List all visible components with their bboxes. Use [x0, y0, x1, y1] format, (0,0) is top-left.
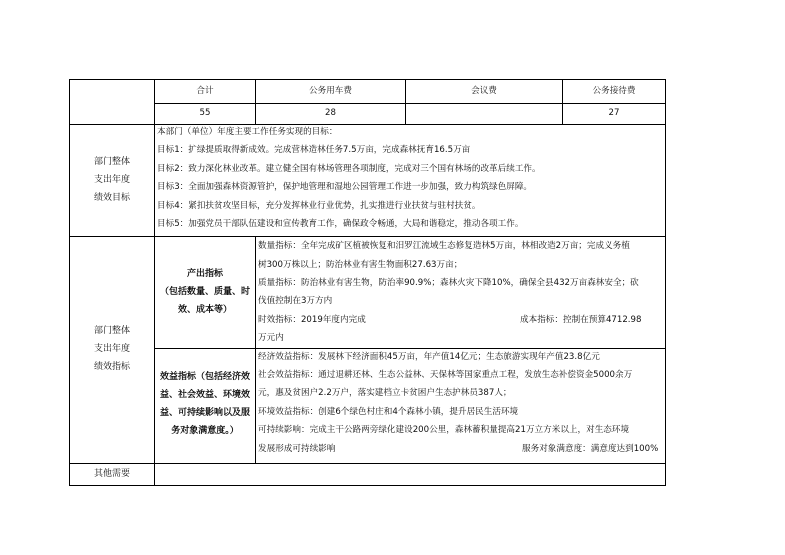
label-line: 绩效指标 [93, 362, 130, 372]
label-line: 务对象满意度。） [171, 426, 239, 436]
benefit-line: 环境效益指标：创建6个绿色村庄和4个森林小镇，提升居民生活环境 [258, 407, 519, 417]
output-line: 质量指标：防治林业有害生物，防治率90.9%；森林火灾下降10%，确保全县432万亩森林安全；砍 [258, 278, 639, 288]
section1-line: 本部门（单位）年度主要工作任务实现的目标： [157, 127, 338, 137]
section1-label [70, 153, 154, 207]
output-line: 时效指标：2019年度内完成 [258, 315, 366, 325]
label-line: 部门整体 [93, 326, 130, 336]
benefit-line: 元，惠及贫困户2.2万户，落实建档立卡贫困户生态护林员387人； [258, 388, 512, 398]
section2-label [70, 322, 154, 376]
rule [69, 79, 70, 486]
header-total: 合计 [196, 86, 214, 96]
benefit-line: 可持续影响：完成主干公路两旁绿化建设200公里，森林蓄积量提高21万立方米以上，对生态环境 [258, 425, 630, 435]
benefit-line: 经济效益指标：发展林下经济面积45万亩，年产值14亿元；生态旅游实现年产值23.8亿元 [258, 352, 600, 362]
section1-line: 目标1：扩绿提质取得新成效。完成营林造林任务7.5万亩，完成森林抚育16.5万亩 [157, 145, 471, 155]
label-line: 绩效目标 [93, 193, 130, 203]
output-cost-line: 成本指标：控制在预算4712.98 [520, 315, 642, 325]
output-line: 万元内 [258, 333, 284, 343]
label-line: 效、成本等） [177, 305, 232, 315]
label-line: 支出年度 [93, 344, 130, 354]
rule [665, 79, 666, 486]
label-line: 益、可持续影响以及服 [159, 408, 250, 418]
section1-line: 目标4：紧扣扶贫攻坚目标，充分发挥林业行业优势，扎实推进行业扶贫与驻村扶贫。 [157, 201, 481, 211]
rule [69, 463, 666, 464]
rule [154, 79, 155, 486]
benefit-line: 社会效益指标：通过退耕还林、生态公益林、天保林等国家重点工程，发放生态补偿资金5000余万 [258, 370, 633, 380]
header-meeting: 会议费 [471, 86, 497, 96]
rule [69, 236, 666, 237]
rule [255, 236, 256, 464]
output-line: 树300万株以上；防治林业有害生物面积27.63万亩； [258, 260, 463, 270]
output-indicator-label [156, 265, 254, 319]
section1-line: 目标5：加强党员干部队伍建设和宣传教育工作，确保政令畅通，大局和谐稳定，推动各项工作。 [157, 219, 524, 229]
value-total: 55 [199, 108, 211, 118]
benefit-line: 发展形成可持续影响 [258, 444, 336, 454]
header-reception: 公务接待费 [592, 86, 636, 96]
benefit-indicator-label [156, 368, 254, 440]
value-vehicle: 28 [325, 108, 336, 118]
section1-line: 目标3：全面加强森林资源管护，保护地管理和湿地公园管理工作进一步加强，致力构筑绿色屏障。 [157, 182, 533, 192]
output-line: 数量指标：全年完成矿区植被恢复和汨罗江流域生态修复造林5万亩，林相改造2万亩；完成义务植 [258, 241, 630, 251]
benefit-satisfaction-line: 服务对象满意度：满意度达到100% [522, 444, 659, 454]
label-line: 效益指标（包括经济效 [159, 372, 250, 382]
output-line: 伐值控制在3万方内 [258, 296, 333, 306]
label-line: 益、社会效益、环境效 [159, 390, 250, 400]
rule [69, 79, 666, 80]
label-line: 支出年度 [93, 175, 130, 185]
header-vehicle: 公务用车费 [309, 86, 352, 96]
value-reception: 27 [608, 108, 620, 118]
rule [69, 124, 666, 125]
rule [154, 348, 666, 349]
section1-line: 目标2：致力深化林业改革。建立健全国有林场管理各项制度，完成对三个国有林场的改革后续工作。 [157, 164, 541, 174]
rule [69, 485, 666, 486]
label-line: 产出指标 [186, 269, 223, 279]
label-line: （包括数量、质量、时 [159, 287, 250, 297]
label-line: 部门整体 [93, 157, 130, 167]
section3-label: 其他需要 [93, 469, 130, 479]
rule [154, 103, 666, 104]
